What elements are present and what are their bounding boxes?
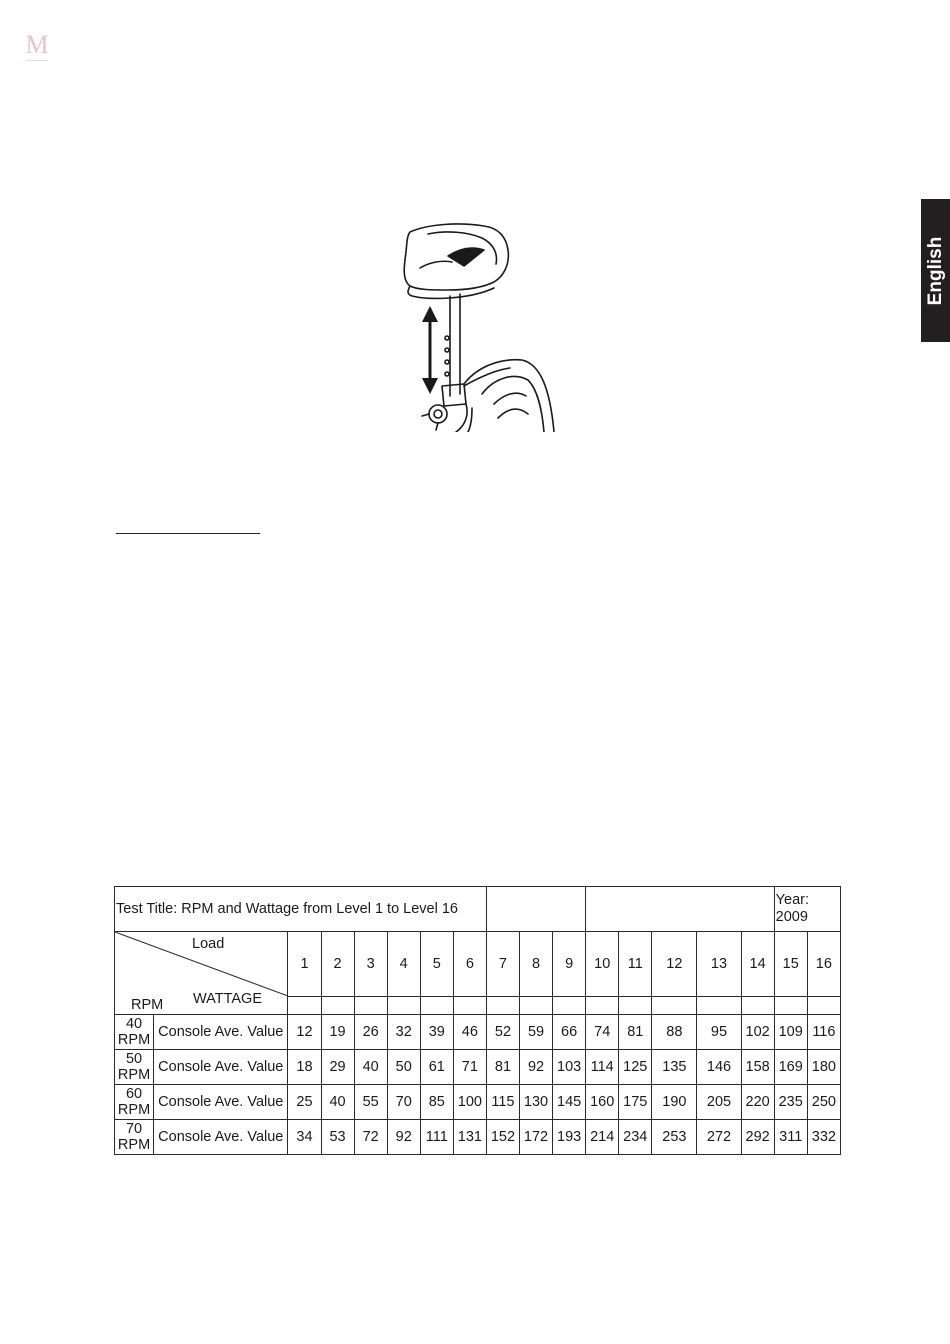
- value-cell: 292: [741, 1120, 774, 1155]
- table-year: [774, 887, 840, 932]
- language-tab-label: English: [924, 236, 946, 305]
- value-cell: 25: [288, 1085, 321, 1120]
- table-row: [115, 1085, 841, 1120]
- empty-cell: [619, 997, 652, 1015]
- value-cell: 88: [652, 1015, 697, 1050]
- value-cell: 12: [288, 1015, 321, 1050]
- value-cell: 81: [486, 1050, 519, 1085]
- value-cell: 46: [453, 1015, 486, 1050]
- rpm-cell: [115, 1085, 154, 1120]
- value-cell: 61: [420, 1050, 453, 1085]
- year-label: Year:: [775, 892, 809, 908]
- empty-cell: [697, 997, 741, 1015]
- empty-cell: [652, 997, 697, 1015]
- value-cell: 32: [387, 1015, 420, 1050]
- empty-cell: [288, 997, 321, 1015]
- rpm-value: 70: [125, 1121, 143, 1137]
- level-header: 7: [486, 932, 519, 997]
- value-cell: 55: [354, 1085, 387, 1120]
- value-cell: 158: [741, 1050, 774, 1085]
- value-cell: 92: [519, 1050, 552, 1085]
- value-cell: 172: [519, 1120, 552, 1155]
- value-cell: 19: [321, 1015, 354, 1050]
- rpm-unit: RPM: [117, 1032, 151, 1048]
- rpm-value: 40: [125, 1016, 143, 1032]
- value-cell: 145: [553, 1085, 586, 1120]
- value-cell: 111: [420, 1120, 453, 1155]
- header-diagonal-cell: [115, 932, 288, 1015]
- table-info-cell: [586, 887, 775, 932]
- level-header: 10: [586, 932, 619, 997]
- level-header: 5: [420, 932, 453, 997]
- value-cell: 160: [586, 1085, 619, 1120]
- rpm-cell: [115, 1120, 154, 1155]
- value-cell: 66: [553, 1015, 586, 1050]
- value-cell: 53: [321, 1120, 354, 1155]
- level-header: 15: [774, 932, 807, 997]
- value-cell: 311: [774, 1120, 807, 1155]
- level-header: 9: [553, 932, 586, 997]
- value-cell: 40: [321, 1085, 354, 1120]
- value-cell: 332: [807, 1120, 840, 1155]
- value-cell: 95: [697, 1015, 741, 1050]
- section-heading-underline: [116, 533, 260, 534]
- value-cell: 109: [774, 1015, 807, 1050]
- empty-cell: [420, 997, 453, 1015]
- value-cell: 135: [652, 1050, 697, 1085]
- value-cell: 29: [321, 1050, 354, 1085]
- level-header: 11: [619, 932, 652, 997]
- empty-cell: [807, 997, 840, 1015]
- value-cell: 71: [453, 1050, 486, 1085]
- value-cell: 125: [619, 1050, 652, 1085]
- value-cell: 70: [387, 1085, 420, 1120]
- level-header: 4: [387, 932, 420, 997]
- value-cell: 272: [697, 1120, 741, 1155]
- value-cell: 59: [519, 1015, 552, 1050]
- level-header: 14: [741, 932, 774, 997]
- value-cell: 193: [553, 1120, 586, 1155]
- value-cell: 115: [486, 1085, 519, 1120]
- value-cell: 85: [420, 1085, 453, 1120]
- value-cell: 175: [619, 1085, 652, 1120]
- value-cell: 130: [519, 1085, 552, 1120]
- rpm-cell: [115, 1015, 154, 1050]
- level-header: 1: [288, 932, 321, 997]
- level-header: 16: [807, 932, 840, 997]
- value-cell: 18: [288, 1050, 321, 1085]
- empty-cell: [553, 997, 586, 1015]
- value-cell: 253: [652, 1120, 697, 1155]
- value-cell: 81: [619, 1015, 652, 1050]
- value-cell: 190: [652, 1085, 697, 1120]
- empty-cell: [586, 997, 619, 1015]
- row-label: Console Ave. Value: [154, 1050, 288, 1085]
- empty-cell: [486, 997, 519, 1015]
- value-cell: 220: [741, 1085, 774, 1120]
- value-cell: 214: [586, 1120, 619, 1155]
- empty-cell: [519, 997, 552, 1015]
- value-cell: 114: [586, 1050, 619, 1085]
- empty-cell: [741, 997, 774, 1015]
- row-label: Console Ave. Value: [154, 1085, 288, 1120]
- value-cell: 50: [387, 1050, 420, 1085]
- seat-adjustment-illustration: [398, 218, 556, 432]
- level-header: 13: [697, 932, 741, 997]
- empty-cell: [321, 997, 354, 1015]
- empty-cell: [453, 997, 486, 1015]
- level-header: 8: [519, 932, 552, 997]
- value-cell: 102: [741, 1015, 774, 1050]
- rpm-unit: RPM: [117, 1137, 151, 1153]
- header-load: Load: [192, 936, 225, 952]
- value-cell: 116: [807, 1015, 840, 1050]
- level-header: 6: [453, 932, 486, 997]
- value-cell: 103: [553, 1050, 586, 1085]
- value-cell: 180: [807, 1050, 840, 1085]
- table-info-cell: [486, 887, 585, 932]
- value-cell: 235: [774, 1085, 807, 1120]
- header-wattage: WATTAGE: [193, 991, 263, 1007]
- value-cell: 92: [387, 1120, 420, 1155]
- empty-cell: [354, 997, 387, 1015]
- value-cell: 169: [774, 1050, 807, 1085]
- language-tab: [921, 199, 950, 342]
- level-header: 12: [652, 932, 697, 997]
- year-value: 2009: [775, 909, 808, 925]
- rpm-unit: RPM: [117, 1067, 151, 1083]
- value-cell: 152: [486, 1120, 519, 1155]
- row-label: Console Ave. Value: [154, 1120, 288, 1155]
- value-cell: 34: [288, 1120, 321, 1155]
- rpm-wattage-table: [114, 886, 841, 1155]
- table-title: Test Title: RPM and Wattage from Level 1 to Level 16: [115, 887, 487, 932]
- level-header: 3: [354, 932, 387, 997]
- row-label: Console Ave. Value: [154, 1015, 288, 1050]
- table-row: [115, 1050, 841, 1085]
- brand-logo: M: [25, 30, 49, 59]
- value-cell: 146: [697, 1050, 741, 1085]
- value-cell: 131: [453, 1120, 486, 1155]
- value-cell: 72: [354, 1120, 387, 1155]
- value-cell: 100: [453, 1085, 486, 1120]
- empty-cell: [774, 997, 807, 1015]
- value-cell: 26: [354, 1015, 387, 1050]
- value-cell: 40: [354, 1050, 387, 1085]
- header-rpm: RPM: [131, 997, 164, 1013]
- level-header: 2: [321, 932, 354, 997]
- table-row: [115, 1015, 841, 1050]
- empty-cell: [387, 997, 420, 1015]
- value-cell: 74: [586, 1015, 619, 1050]
- rpm-cell: [115, 1050, 154, 1085]
- rpm-value: 60: [125, 1086, 143, 1102]
- rpm-value: 50: [125, 1051, 143, 1067]
- value-cell: 52: [486, 1015, 519, 1050]
- value-cell: 205: [697, 1085, 741, 1120]
- rpm-unit: RPM: [117, 1102, 151, 1118]
- value-cell: 234: [619, 1120, 652, 1155]
- value-cell: 39: [420, 1015, 453, 1050]
- table-row: [115, 1120, 841, 1155]
- value-cell: 250: [807, 1085, 840, 1120]
